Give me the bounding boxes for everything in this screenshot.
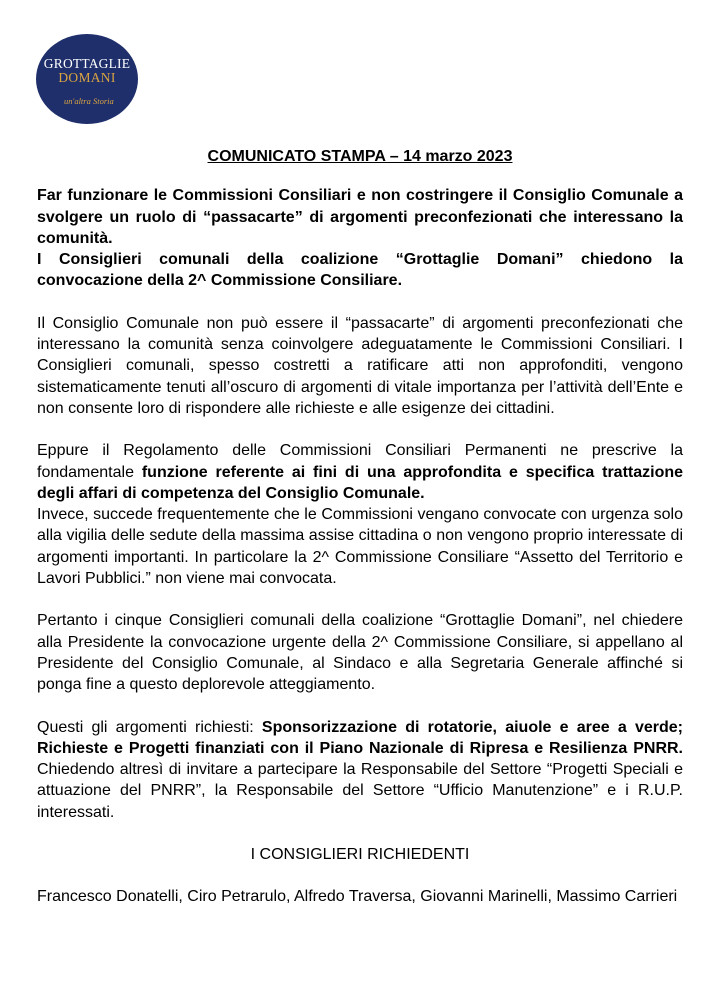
paragraph-2 — [37, 440, 683, 589]
document-title: COMUNICATO STAMPA – 14 marzo 2023 — [207, 148, 513, 165]
paragraph-2-continuation: Invece, succede frequentemente che le Commissioni vengano convocate con urgenza solo alla vigilia delle sedute della massima assise cittadina o non vengono proprio interessate di argomenti importanti. In particolare la 2^ Commissione Consiliare “Assetto del Territorio e Lavori Pubblici.” non viene mai convocata. — [37, 506, 683, 588]
headline-line-1: Far funzionare le Commissioni Consiliari e non costringere il Consiglio Comunale a svolgere un ruolo di “passacarte” di argomenti preconfezionati che interessano la comunità. — [37, 187, 683, 247]
paragraph-4-bold: Sponsorizzazione di rotatorie, aiuole e aree a verde; Richieste e Progetti finanziati con il Piano Nazionale di Ripresa e Resilienza PNRR. — [37, 718, 684, 757]
headline — [37, 185, 683, 291]
logo-tagline: un'altra Storia — [64, 96, 114, 106]
signatories: Francesco Donatelli, Ciro Petrarulo, Alfredo Traversa, Giovanni Marinelli, Massimo Carrieri — [37, 888, 678, 906]
paragraph-3: Pertanto i cinque Consiglieri comunali della coalizione “Grottaglie Domani”, nel chiedere alla Presidente la convocazione urgente della 2^ Commissione Consiliare, si appellano al Presidente del Consiglio Comunale, al Sindaco e alla Segretaria Generale affinché si ponga fine a questo deplorevole atteggiamento. — [37, 612, 683, 694]
paragraph-1: Il Consiglio Comunale non può essere il “passacarte” di argomenti preconfezionati che interessano la comunità senza coinvolgere adeguatamente le Commissioni Consiliari. I Consiglieri comunali, spesso costretti a ratificare atti non approfonditi, vengono sistematicamente tenuti all’oscuro di argomenti di vitale importanza per l’attività dell’Ente e non consente loro di rispondere alle richieste e alle esigenze dei cittadini. — [37, 314, 683, 417]
logo-text-grottaglie: GROTTAGLIE — [43, 56, 131, 71]
paragraph-2-intro: Eppure il Regolamento delle Commissioni Consiliari Permanenti ne prescrive la fondamentale — [37, 442, 683, 481]
paragraph-4-rest: Chiedendo altresì di invitare a partecipare la Responsabile del Settore “Progetti Speciali e attuazione del PNRR”, la Responsabile del Settore “Ufficio Manutenzione” e i R.U.P. interessati. — [37, 761, 683, 821]
logo — [36, 34, 138, 124]
paragraph-4 — [37, 717, 683, 823]
document-body — [37, 146, 683, 929]
headline-line-2: I Consiglieri comunali della coalizione “Grottaglie Domani” chiedono la convocazione della 2^ Commissione Consiliare. — [37, 251, 683, 290]
paragraph-4-intro: Questi gli argomenti richiesti: — [37, 718, 262, 736]
logo-text-domani: DOMANI — [58, 70, 116, 85]
paragraph-2-bold: funzione referente ai fini di una approfondita e specifica trattazione degli affari di competenza del Consiglio Comunale. — [37, 463, 684, 502]
signature-heading: I CONSIGLIERI RICHIEDENTI — [250, 846, 470, 864]
